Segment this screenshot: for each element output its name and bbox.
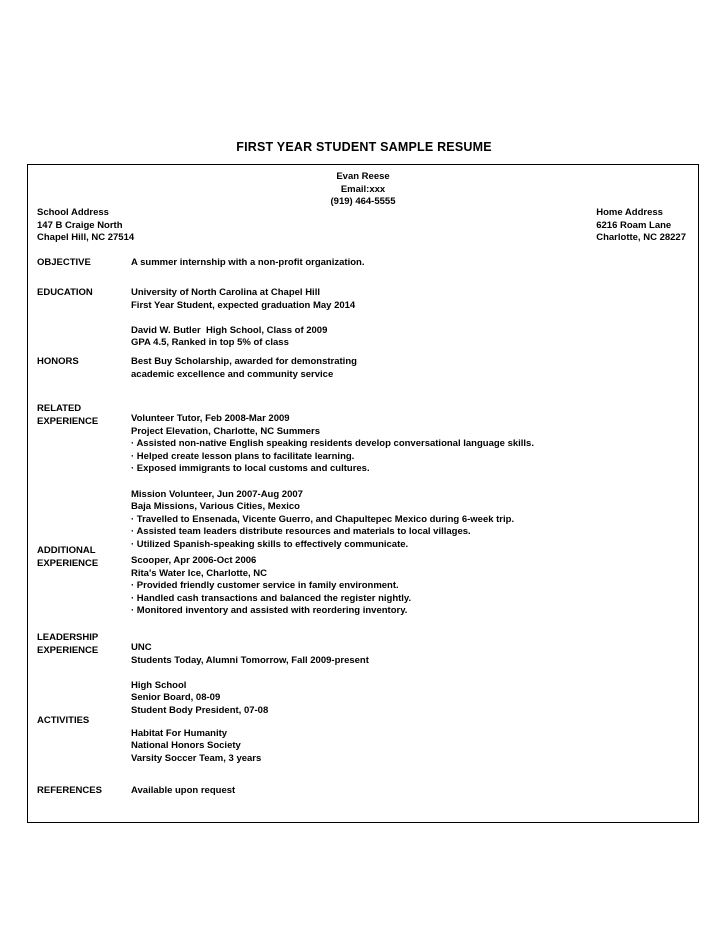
section-label [37, 785, 123, 798]
section-line: Volunteer Tutor, Feb 2008-Mar 2009 [131, 413, 290, 424]
section-label-line: REFERENCES [37, 785, 102, 796]
section-label-line: HONORS [37, 356, 79, 367]
section-line: National Honors Society [131, 740, 241, 752]
section-line: · Travelled to Ensenada, Vicente Guerro, and Chapultepec Mexico during 6-week trip. [131, 513, 515, 525]
section-line: Mission Volunteer, Jun 2007-Aug 2007 [131, 488, 303, 500]
section-line: Available upon request [131, 785, 236, 796]
section-line: · Handled cash transactions and balanced the register nightly. [131, 592, 412, 604]
section-line: · Monitored inventory and assisted with reordering inventory. [131, 605, 408, 617]
section-line: David W. Butler High School, Class of 2009 [131, 324, 328, 336]
section-line: Baja Missions, Various Cities, Mexico [131, 501, 300, 513]
section-line: · Assisted team leaders distribute resources and materials to local villages. [131, 526, 471, 538]
section-body [131, 715, 691, 765]
section-spacer [131, 715, 691, 728]
section-label [37, 287, 123, 300]
section-line: Rita's Water Ice, Charlotte, NC [131, 567, 267, 579]
section-line: A summer internship with a non-profit organization. [131, 257, 365, 268]
section-line: GPA 4.5, Ranked in top 5% of class [131, 337, 289, 349]
section-spacer [131, 312, 691, 325]
section-label-line: EXPERIENCE [37, 644, 99, 656]
section-label-line: ACTIVITIES [37, 715, 90, 726]
section-label-line: EXPERIENCE [37, 557, 99, 569]
section-body [131, 785, 691, 798]
applicant-email: Email:xxx [340, 183, 386, 195]
section-line: · Exposed immigrants to local customs and cultures. [131, 463, 370, 475]
section-line: Best Buy Scholarship, awarded for demonstrating [131, 356, 357, 367]
section-line: UNC [131, 642, 152, 653]
section-label [37, 356, 123, 369]
section-line: Habitat For Humanity [131, 727, 228, 739]
home-address-line1: 6216 Roam Lane [596, 219, 672, 231]
section-label-line: EDUCATION [37, 287, 93, 298]
applicant-phone: (919) 464-5555 [330, 196, 396, 208]
contact-header [28, 171, 698, 209]
section-line: · Utilized Spanish-speaking skills to effectively communicate. [131, 538, 409, 550]
section-body [131, 413, 691, 552]
section-spacer [131, 476, 691, 489]
section-line: Students Today, Alumni Tomorrow, Fall 2009-present [131, 654, 369, 666]
section-line: First Year Student, expected graduation May 2014 [131, 299, 356, 311]
section-label [37, 403, 123, 428]
school-address-line2: Chapel Hill, NC 27514 [37, 232, 135, 244]
section-body [131, 356, 691, 381]
section-label [37, 632, 123, 657]
home-address [596, 207, 686, 245]
section-body [131, 257, 691, 270]
section-line: University of North Carolina at Chapel Hill [131, 287, 320, 298]
home-address-line2: Charlotte, NC 28227 [596, 232, 686, 244]
section-line: High School [131, 679, 187, 691]
section-line: Student Body President, 07-08 [131, 704, 269, 716]
section-label [37, 257, 123, 270]
section-line: Senior Board, 08-09 [131, 692, 221, 704]
section-label-line: OBJECTIVE [37, 257, 91, 268]
resume-container [27, 164, 699, 823]
school-address-line1: 147 B Craige North [37, 219, 123, 231]
section-body [131, 642, 691, 718]
section-label-line: LEADERSHIP [37, 632, 99, 643]
section-line: · Helped create lesson plans to facilitate learning. [131, 450, 355, 462]
section-label [37, 545, 123, 570]
page-title: FIRST YEAR STUDENT SAMPLE RESUME [236, 140, 492, 154]
resume-inner [28, 165, 698, 822]
section-label [37, 715, 123, 728]
applicant-name: Evan Reese [336, 171, 390, 182]
school-address [37, 207, 134, 245]
section-line: · Assisted non-native English speaking residents develop conversational language skills. [131, 438, 534, 450]
section-label-line: RELATED [37, 403, 82, 414]
home-address-label: Home Address [596, 207, 663, 218]
section-label-line: ADDITIONAL [37, 545, 96, 556]
school-address-label: School Address [37, 207, 109, 218]
section-spacer [131, 667, 691, 680]
section-line: Scooper, Apr 2006-Oct 2006 [131, 555, 257, 566]
section-line: · Provided friendly customer service in family environment. [131, 580, 399, 592]
section-label-line: EXPERIENCE [37, 415, 99, 427]
section-body [131, 287, 691, 350]
section-line: Project Elevation, Charlotte, NC Summers [131, 425, 320, 437]
section-body [131, 555, 691, 618]
section-line: academic excellence and community service [131, 368, 334, 380]
section-line: Varsity Soccer Team, 3 years [131, 752, 262, 764]
